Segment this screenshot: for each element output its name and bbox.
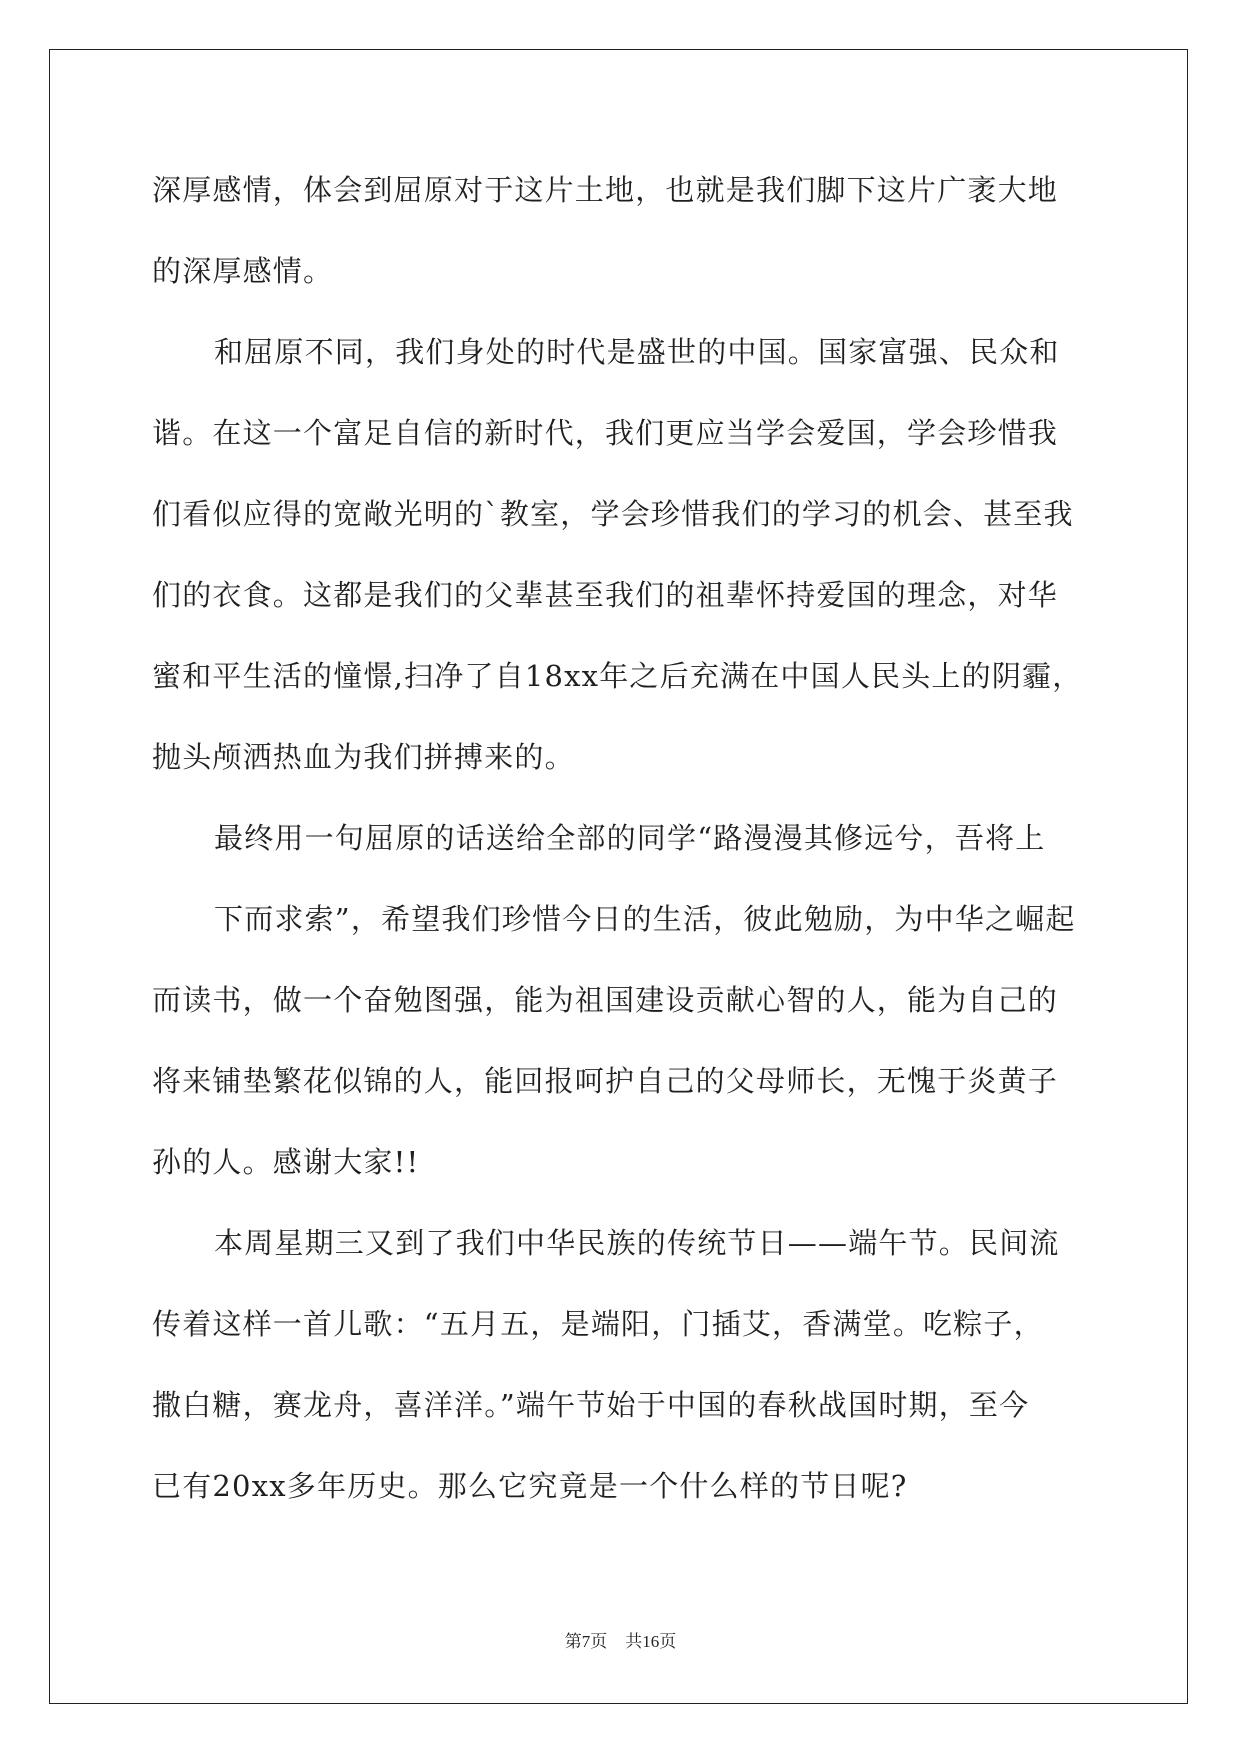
text-line: 孙的人。感谢大家!! [152, 1145, 420, 1179]
text-line: 最终用一句屈原的话送给全部的同学“路漫漫其修远兮，吾将上 [214, 821, 1046, 855]
text-line: 撒白糖，赛龙舟，喜洋洋。”端午节始于中国的春秋战国时期，至今 [152, 1388, 1030, 1422]
text-line: 们的衣食。这都是我们的父辈甚至我们的祖辈怀持爱国的理念，对华 [152, 578, 1059, 612]
page-footer [0, 1630, 1241, 1654]
text-line: 已有20xx多年历史。那么它究竟是一个什么样的节日呢? [152, 1469, 908, 1503]
text-line: 传着这样一首儿歌：“五月五，是端阳，门插艾，香满堂。吃粽子， [152, 1307, 1044, 1341]
page-border [49, 49, 1188, 1704]
text-line: 而读书，做一个奋勉图强，能为祖国建设贡献心智的人，能为自己的 [152, 983, 1059, 1017]
text-line: 的深厚感情。 [152, 254, 334, 288]
text-line: 抛头颅洒热血为我们拼搏来的。 [152, 740, 575, 774]
text-line: 谐。在这一个富足自信的新时代，我们更应当学会爱国，学会珍惜我 [152, 416, 1059, 450]
text-line: 本周星期三又到了我们中华民族的传统节日——端午节。民间流 [214, 1226, 1060, 1260]
page-number: 第7页 [564, 1632, 608, 1651]
text-line: 深厚感情，体会到屈原对于这片土地，也就是我们脚下这片广袤大地 [152, 173, 1059, 207]
text-line: 将来铺垫繁花似锦的人，能回报呵护自己的父母师长，无愧于炎黄子 [152, 1064, 1059, 1098]
text-line: 们看似应得的宽敞光明的`教室，学会珍惜我们的学习的机会、甚至我 [152, 497, 1074, 531]
text-line: 蜜和平生活的憧憬,扫净了自18xx年之后充满在中国人民头上的阴霾， [152, 659, 1083, 693]
text-line: 下而求索”，希望我们珍惜今日的生活，彼此勉励，为中华之崛起 [214, 902, 1076, 936]
text-line: 和屈原不同，我们身处的时代是盛世的中国。国家富强、民众和 [214, 335, 1060, 369]
page-total: 共16页 [625, 1632, 677, 1651]
